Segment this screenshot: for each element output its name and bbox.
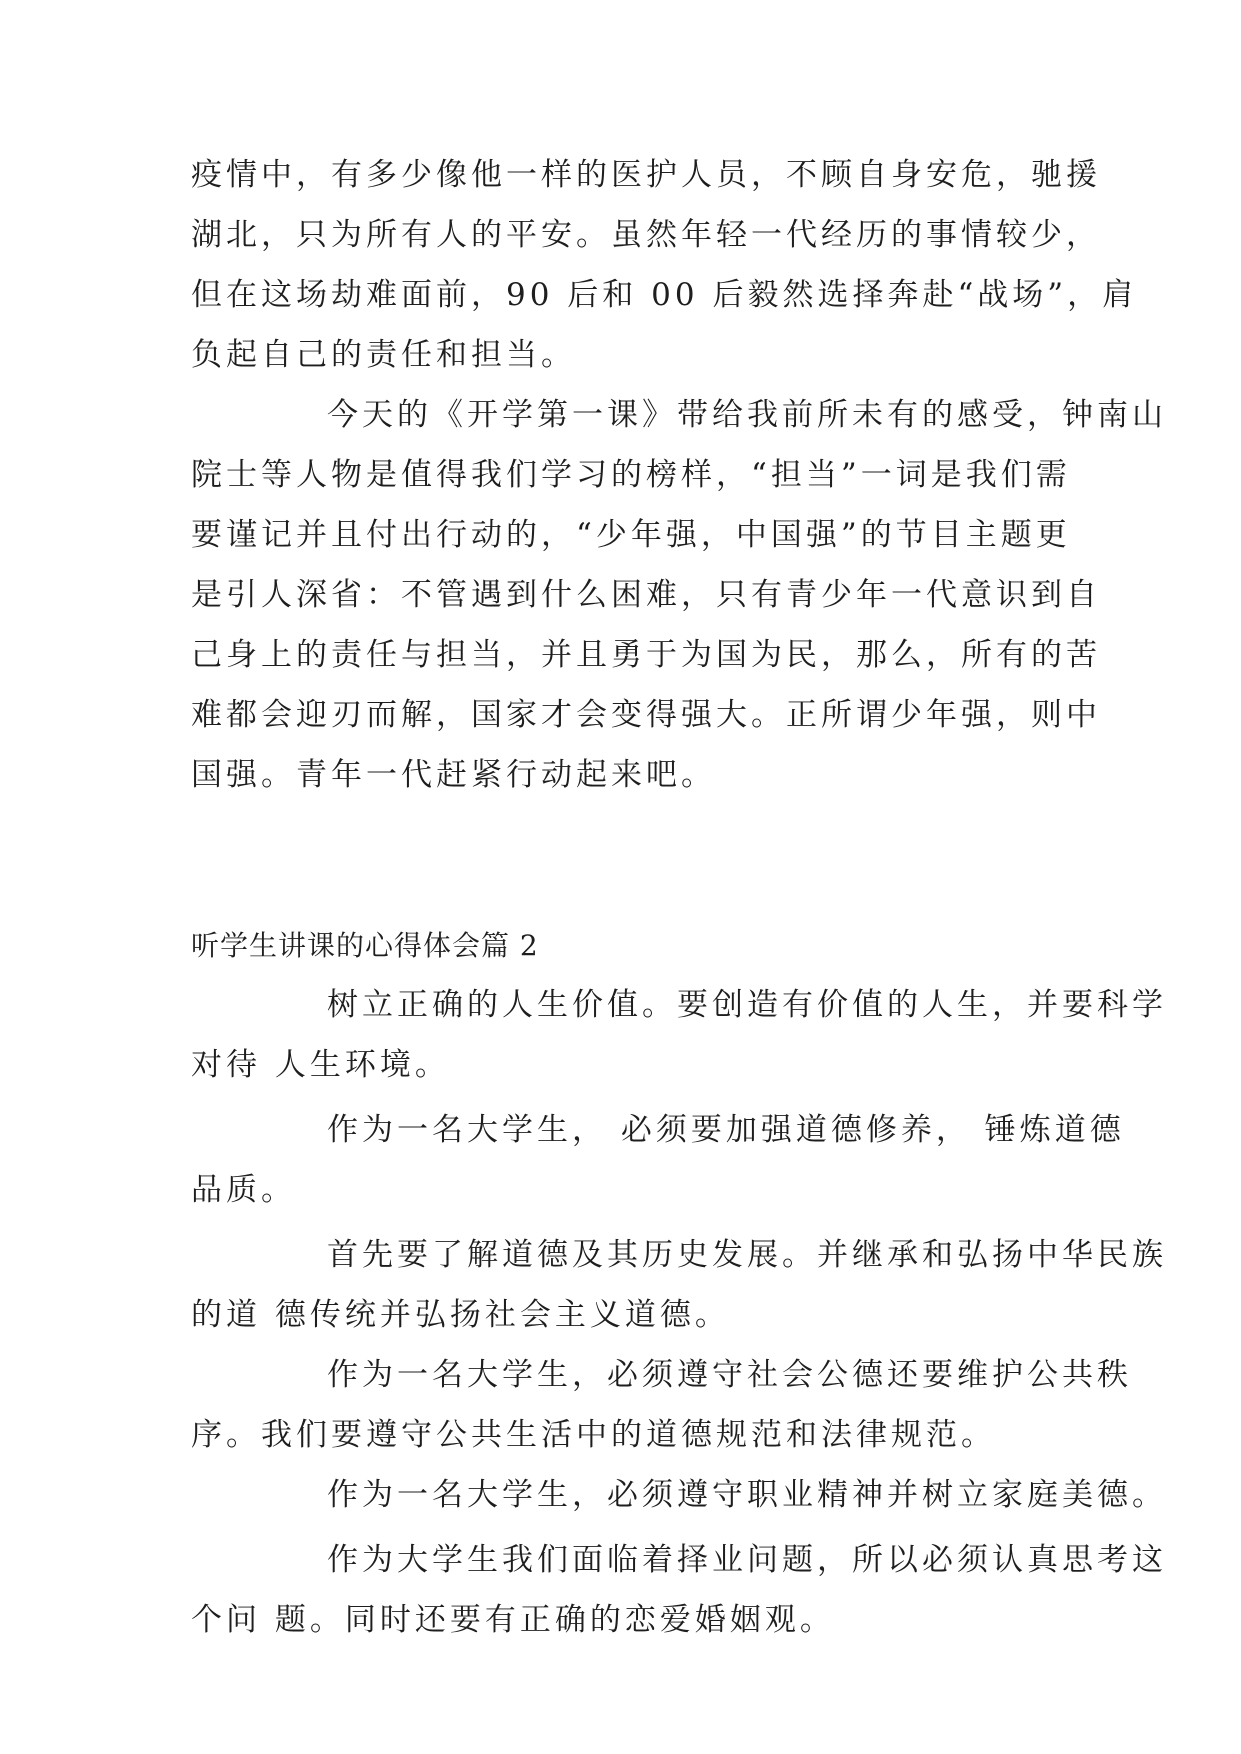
paragraph-line: 湖北，只为所有人的平安。虽然年轻一代经历的事情较少， <box>191 217 1101 253</box>
paragraph-line: 的道 德传统并弘扬社会主义道德。 <box>191 1297 730 1333</box>
paragraph-first-line: 作为一名大学生，必须遵守社会公德还要维护公共秩 <box>327 1357 1132 1393</box>
paragraph-line: 负起自己的责任和担当。 <box>191 337 576 373</box>
section-heading: 听学生讲课的心得体会篇 2 <box>191 929 539 962</box>
paragraph-line: 院士等人物是值得我们学习的榜样，“担当”一词是我们需 <box>191 457 1071 493</box>
paragraph-first-line: 作为一名大学生， 必须要加强道德修养， 锤炼道德 <box>327 1112 1125 1148</box>
paragraph-first-line: 树立正确的人生价值。要创造有价值的人生，并要科学 <box>327 987 1167 1023</box>
paragraph-first-line: 作为一名大学生，必须遵守职业精神并树立家庭美德。 <box>327 1477 1167 1513</box>
paragraph-line: 对待 人生环境。 <box>191 1047 450 1083</box>
paragraph-first-line: 今天的《开学第一课》带给我前所未有的感受，钟南山 <box>327 397 1167 433</box>
paragraph-line: 是引人深省：不管遇到什么困难，只有青少年一代意识到自 <box>191 577 1101 613</box>
paragraph-line: 品质。 <box>191 1172 296 1208</box>
paragraph-line: 己身上的责任与担当，并且勇于为国为民，那么，所有的苦 <box>191 637 1101 673</box>
paragraph-first-line: 作为大学生我们面临着择业问题，所以必须认真思考这 <box>327 1542 1167 1578</box>
paragraph-line: 疫情中，有多少像他一样的医护人员，不顾自身安危，驰援 <box>191 157 1101 193</box>
paragraph-line: 要谨记并且付出行动的，“少年强，中国强”的节目主题更 <box>191 517 1071 553</box>
paragraph-line: 难都会迎刃而解，国家才会变得强大。正所谓少年强，则中 <box>191 697 1101 733</box>
paragraph-line: 序。我们要遵守公共生活中的道德规范和法律规范。 <box>191 1417 996 1453</box>
paragraph-line: 国强。青年一代赶紧行动起来吧。 <box>191 757 716 793</box>
paragraph-line: 个问 题。同时还要有正确的恋爱婚姻观。 <box>191 1602 835 1638</box>
paragraph-line: 但在这场劫难面前，90 后和 00 后毅然选择奔赴“战场”，肩 <box>191 277 1138 313</box>
paragraph-first-line: 首先要了解道德及其历史发展。并继承和弘扬中华民族 <box>327 1237 1167 1273</box>
